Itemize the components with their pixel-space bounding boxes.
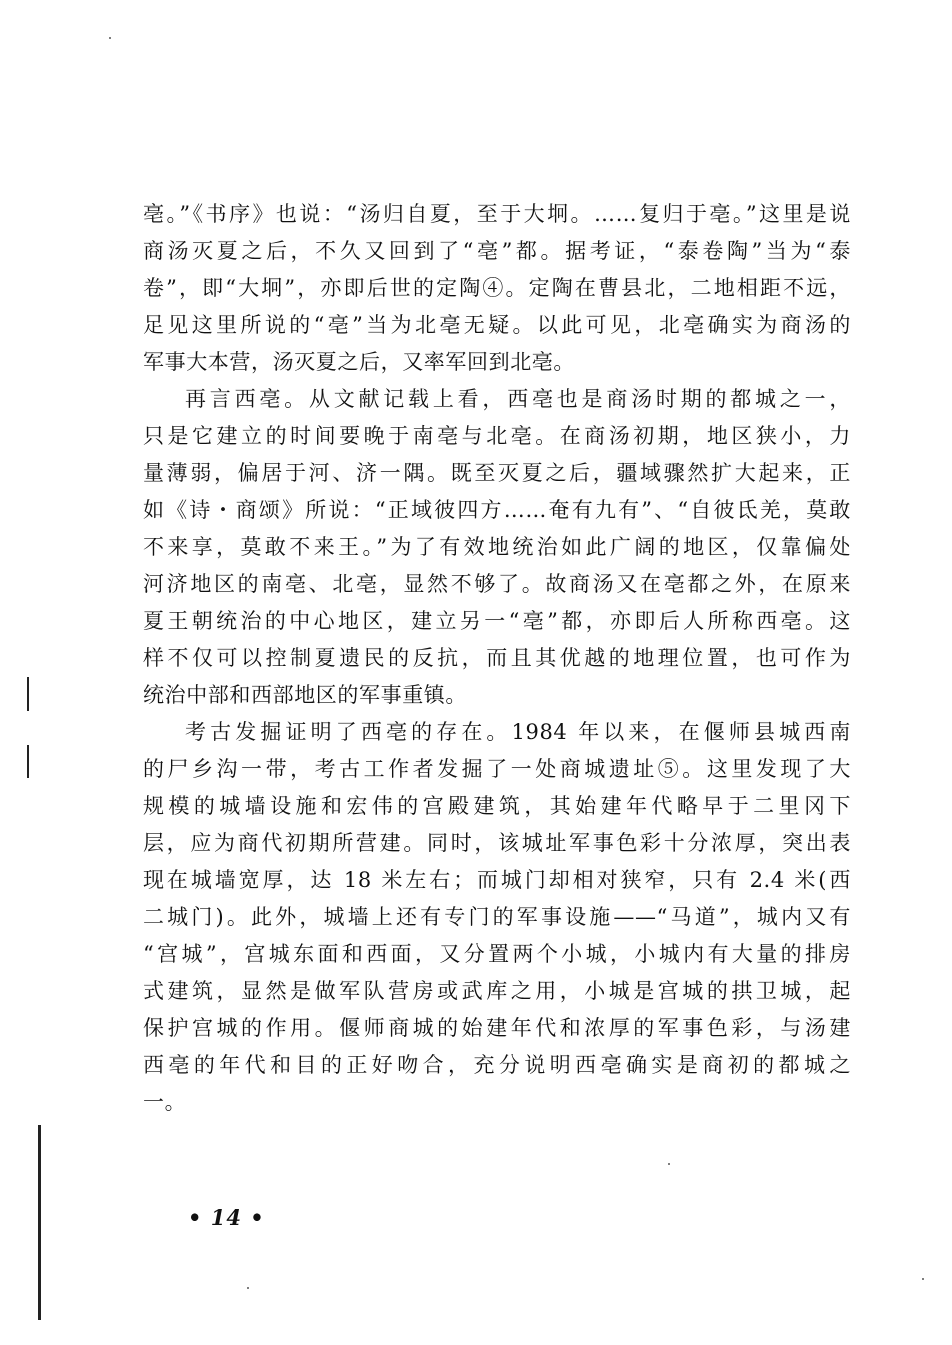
text-line: 保护宫城的作用。偃师商城的始建年代和浓厚的军事色彩，与汤建 (143, 1016, 851, 1040)
margin-scan-mark-lower (38, 1125, 41, 1320)
text-line: 西亳的年代和目的正好吻合，充分说明西亳确实是商初的都城之 (143, 1053, 851, 1077)
text-line: 样不仅可以控制夏遗民的反抗，而且其优越的地理位置，也可作为 (143, 646, 851, 670)
text-line: 亳。”《书序》也说：“汤归自夏，至于大坰。……复归于亳。”这里是说 (143, 202, 851, 226)
text-line: 足见这里所说的“亳”当为北亳无疑。以此可见，北亳确实为商汤的 (143, 313, 851, 337)
page-number: • 14 • (188, 1205, 265, 1230)
paragraph-2 (143, 381, 851, 714)
text-line: 只是它建立的时间要晚于南亳与北亳。在商汤初期，地区狭小，力 (143, 424, 851, 448)
text-line: 二城门)。此外，城墙上还有专门的军事设施——“马道”，城内又有 (143, 905, 851, 929)
text-line: 统治中部和西部地区的军事重镇。 (143, 683, 467, 707)
text-line: 军事大本营，汤灭夏之后，又率军回到北亳。 (143, 350, 575, 374)
text-line: 层，应为商代初期所营建。同时，该城址军事色彩十分浓厚，突出表 (143, 831, 851, 855)
margin-scan-mark-upper (27, 677, 29, 711)
scan-speck (247, 1287, 249, 1289)
text-line: 考古发掘证明了西亳的存在。1984 年以来，在偃师县城西南 (185, 720, 851, 744)
scan-speck (668, 1163, 670, 1165)
scan-speck (109, 37, 111, 39)
paragraph-3 (143, 714, 851, 1121)
text-line: 量薄弱，偏居于河、济一隅。既至灭夏之后，疆域骤然扩大起来，正 (143, 461, 851, 485)
text-line: 一。 (143, 1090, 187, 1114)
text-line: 再言西亳。从文献记载上看，西亳也是商汤时期的都城之一， (185, 387, 851, 411)
text-line: 河济地区的南亳、北亳，显然不够了。故商汤又在亳都之外，在原来 (143, 572, 851, 596)
text-line: 现在城墙宽厚，达 18 米左右；而城门却相对狭窄，只有 2.4 米(西 (143, 868, 851, 892)
text-line: 规模的城墙设施和宏伟的宫殿建筑，其始建年代略早于二里冈下 (143, 794, 851, 818)
text-line: 如《诗・商颂》所说：“正域彼四方……奄有九有”、“自彼氐羌，莫敢 (143, 498, 851, 522)
paragraph-1 (143, 196, 851, 381)
text-line: 不来享，莫敢不来王。”为了有效地统治如此广阔的地区，仅靠偏处 (143, 535, 851, 559)
text-line: 的尸乡沟一带，考古工作者发掘了一处商城遗址⑤。这里发现了大 (143, 757, 851, 781)
body-text (143, 196, 851, 1121)
text-line: 商汤灭夏之后，不久又回到了“亳”都。据考证，“泰卷陶”当为“泰 (143, 239, 851, 263)
text-line: 式建筑，显然是做军队营房或武库之用，小城是宫城的拱卫城，起 (143, 979, 851, 1003)
text-line: 卷”，即“大坰”，亦即后世的定陶④。定陶在曹县北，二地相距不远， (143, 276, 851, 300)
margin-scan-mark-middle (27, 745, 29, 778)
text-line: 夏王朝统治的中心地区，建立另一“亳”都，亦即后人所称西亳。这 (143, 609, 851, 633)
scan-speck (922, 1278, 924, 1280)
text-line: “宫城”，宫城东面和西面，又分置两个小城，小城内有大量的排房 (143, 942, 851, 966)
